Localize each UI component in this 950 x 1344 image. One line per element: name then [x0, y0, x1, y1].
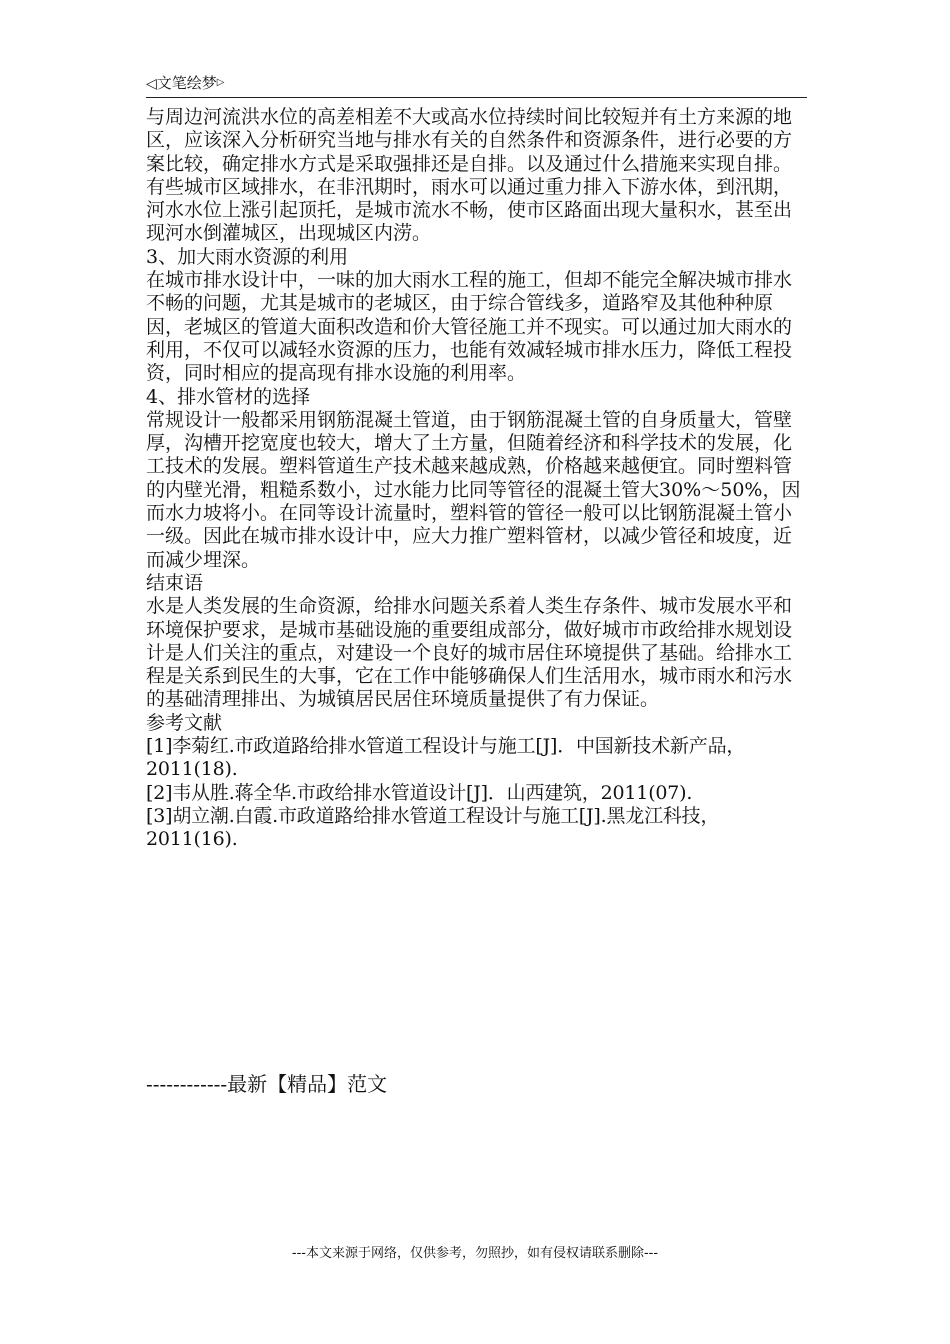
conclusion-heading: 结束语 — [146, 571, 204, 594]
page-header — [146, 72, 225, 95]
footer-tagline: ------------最新【精品】范文 — [146, 1072, 388, 1096]
section-heading: 4、排水管材的选择 — [146, 385, 311, 408]
source-disclaimer: ---本文来源于网络，仅供参考，勿照抄，如有侵权请联系删除--- — [291, 1246, 659, 1261]
reference-item: [2]韦从胜.蒋全华.市政给排水管道设计[J]．山西建筑，2011(07). — [146, 781, 693, 804]
right-triangle-icon: ▷ — [216, 77, 225, 88]
document-body — [146, 106, 810, 852]
reference-item: [1]李菊红.市政道路给排水管道工程设计与施工[J]．中国新技术新产品，2011(18). — [146, 735, 746, 781]
section-heading: 3、加大雨水资源的利用 — [146, 245, 349, 268]
header-divider — [146, 97, 807, 98]
references-heading: 参考文献 — [146, 711, 223, 734]
header-brand: 文笔绘梦 — [156, 74, 217, 92]
paragraph: 在城市排水设计中，一味的加大雨水工程的施工，但却不能完全解决城市排水不畅的问题，尤其是城市的老城区，由于综合管线多，道路窄及其他种种原因，老城区的管道大面积改造和价大管径施工并不现实。可以通过加大雨水的利用，不仅可以减轻水资源的压力，也能有效减轻城市排水压力，降低工程投资，同时相应的提高现有排水设施的利用率。 — [146, 269, 793, 385]
paragraph: 常规设计一般都采用钢筋混凝土管道，由于钢筋混凝土管的自身质量大，管壁厚，沟槽开挖宽度也较大，增大了土方量，但随着经济和科学技术的发展，化工技术的发展。塑料管道生产技术越来越成熟，价格越来越便宜。同时塑料管的内壁光滑，粗糙系数小，过水能力比同等管径的混凝土管大30%～50%，因而水力坡将小。在同等设计流量时，塑料管的管径一般可以比钢筋混凝土管小一级。因此在城市排水设计中，应大力推广塑料管材，以减少管径和坡度，近而减少埋深。 — [146, 408, 801, 571]
reference-item: [3]胡立潮.白霞.市政道路给排水管道工程设计与施工[J].黑龙江科技，2011(16). — [146, 804, 720, 851]
paragraph: 水是人类发展的生命资源，给排水问题关系着人类生存条件、城市发展水平和环境保护要求，是城市基础设施的重要组成部分，做好城市市政给排水规划设计是人们关注的重点，对建设一个良好的城市居住环境提供了基础。给排水工程是关系到民生的大事，它在工作中能够确保人们生活用水，城市雨水和污水的基础清理排出、为城镇居民居住环境质量提供了有力保证。 — [146, 595, 793, 711]
left-triangle-icon: ◁ — [146, 76, 157, 92]
paragraph: 与周边河流洪水位的高差相差不大或高水位持续时间比较短并有土方来源的地区，应该深入分析研究当地与排水有关的自然条件和资源条件，进行必要的方案比较，确定排水方式是采取强排还是自排。以及通过什么措施来实现自排。有些城市区域排水，在非汛期时，雨水可以通过重力排入下游水体，到汛期，河水水位上涨引起顶托，是城市流水不畅，使市区路面出现大量积水，甚至出现河水倒灌城区，出现城区内涝。 — [146, 106, 793, 245]
